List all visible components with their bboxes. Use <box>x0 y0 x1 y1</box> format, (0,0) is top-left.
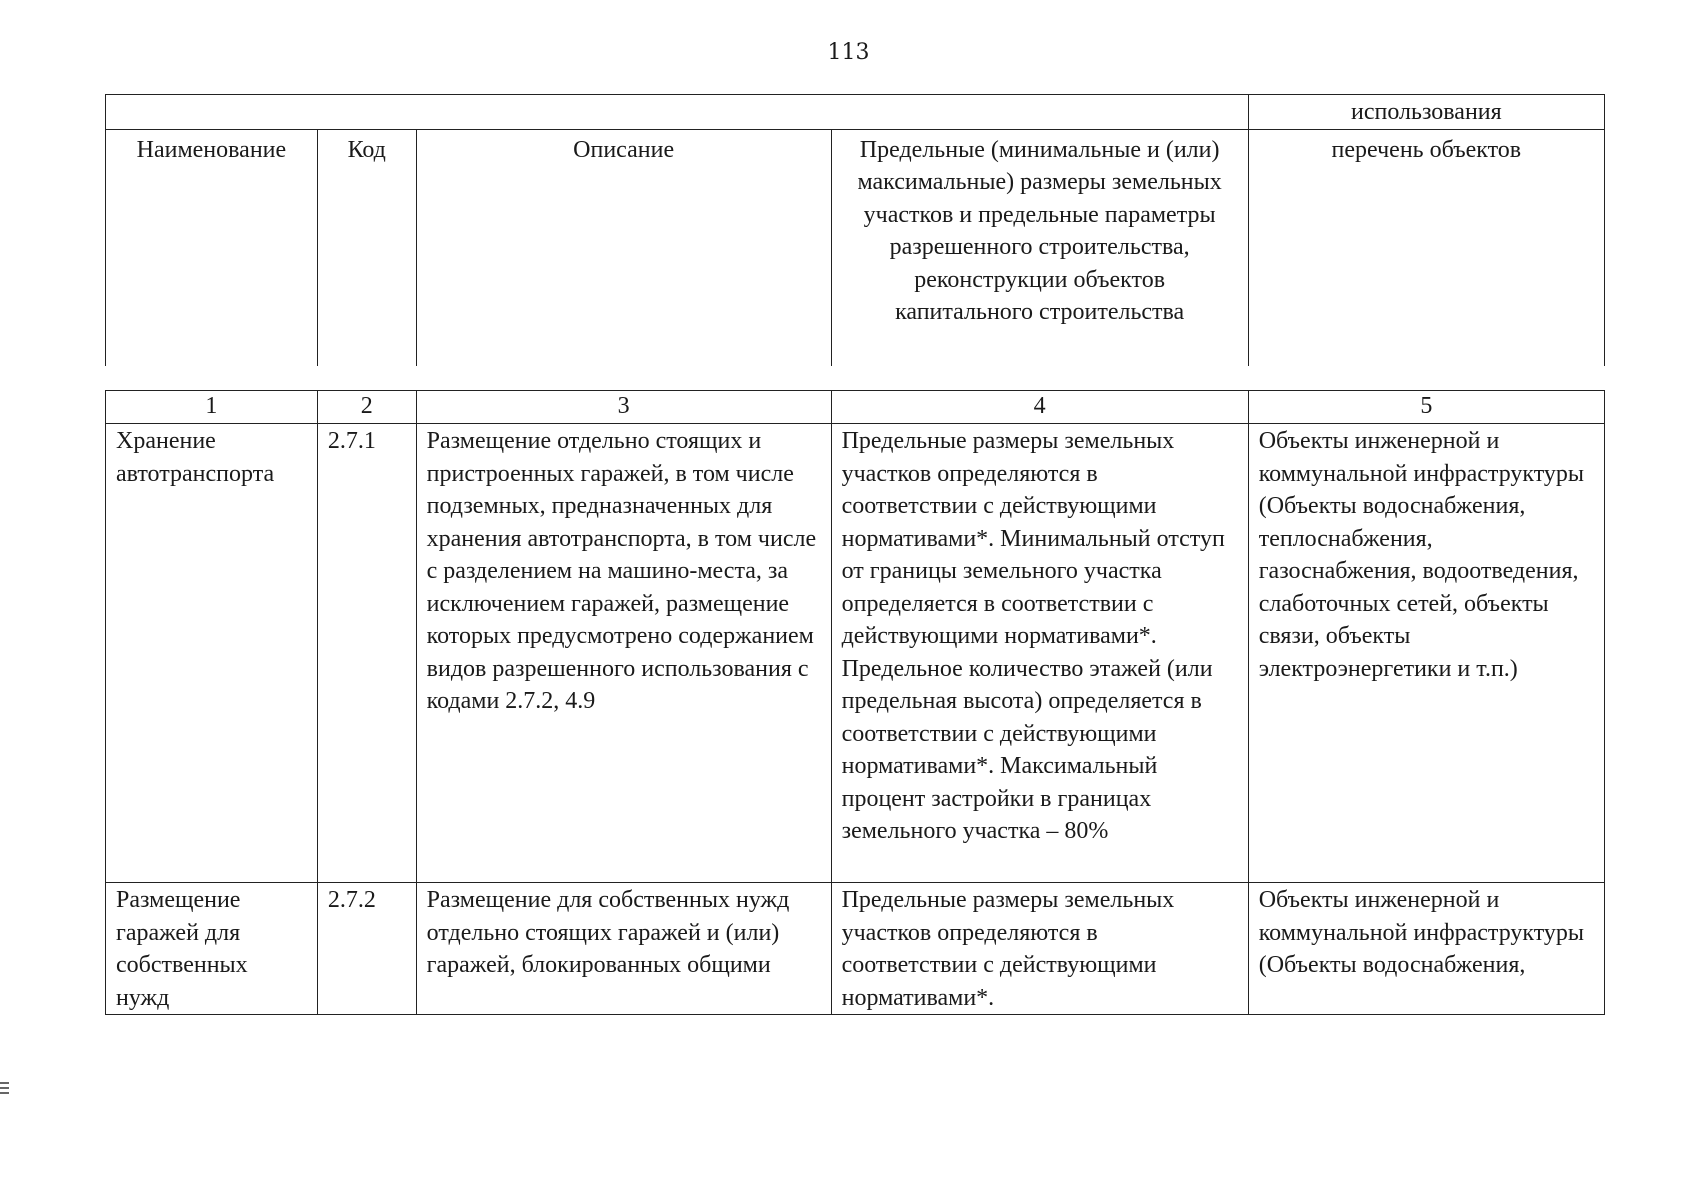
column-number: 5 <box>1248 391 1604 424</box>
table-body <box>105 390 1605 1015</box>
header-name: Наименование <box>106 129 318 366</box>
row-code: 2.7.1 <box>317 424 416 883</box>
column-number: 1 <box>106 391 318 424</box>
column-number: 4 <box>831 391 1248 424</box>
row-name: Размещение гаражей для собственных нужд <box>106 883 318 1015</box>
row-objects: Объекты инженерной и коммунальной инфраструктуры (Объекты водоснабжения, теплоснабжения, газоснабжения, водоотведения, слаботочных сетей, объекты связи, объекты электроэнергетики и т.п.) <box>1248 424 1604 883</box>
table-header <box>105 94 1605 366</box>
header-code: Код <box>317 129 416 366</box>
column-number: 3 <box>416 391 831 424</box>
row-code: 2.7.2 <box>317 883 416 1015</box>
row-parameters: Предельные размеры земельных участков определяются в соответствии с действующими нормативами*. <box>831 883 1248 1015</box>
row-objects: Объекты инженерной и коммунальной инфраструктуры (Объекты водоснабжения, <box>1248 883 1604 1015</box>
header-top-right: использования <box>1248 95 1604 130</box>
row-description: Размещение отдельно стоящих и пристроенных гаражей, в том числе подземных, предназначенных для хранения автотранспорта, в том числе с разделением на машино-места, за исключением гаражей, размещение которых предусмотрено содержанием видов разрешенного использования с кодами 2.7.2, 4.9 <box>416 424 831 883</box>
row-description: Размещение для собственных нужд отдельно стоящих гаражей и (или) гаражей, блокированных общими <box>416 883 831 1015</box>
margin-mark <box>0 1082 10 1096</box>
header-parameters: Предельные (минимальные и (или) максимальные) размеры земельных участков и предельные параметры разрешенного строительства, реконструкции объектов капитального строительства <box>831 129 1248 366</box>
row-name: Хранение автотранспорта <box>106 424 318 883</box>
header-description: Описание <box>416 129 831 366</box>
table-row <box>106 883 1605 1015</box>
page-number: 113 <box>827 40 870 65</box>
header-objects: перечень объектов <box>1248 129 1604 366</box>
row-parameters: Предельные размеры земельных участков определяются в соответствии с действующими нормативами*. Минимальный отступ от границы земельного участка определяется в соответствии с действующими нормативами*. Предельное количество этажей (или предельная высота) определяется в соответствии с действующими нормативами*. Максимальный процент застройки в границах земельного участка – 80% <box>831 424 1248 883</box>
column-number: 2 <box>317 391 416 424</box>
header-empty-cell <box>106 95 1249 130</box>
table-row <box>106 424 1605 883</box>
